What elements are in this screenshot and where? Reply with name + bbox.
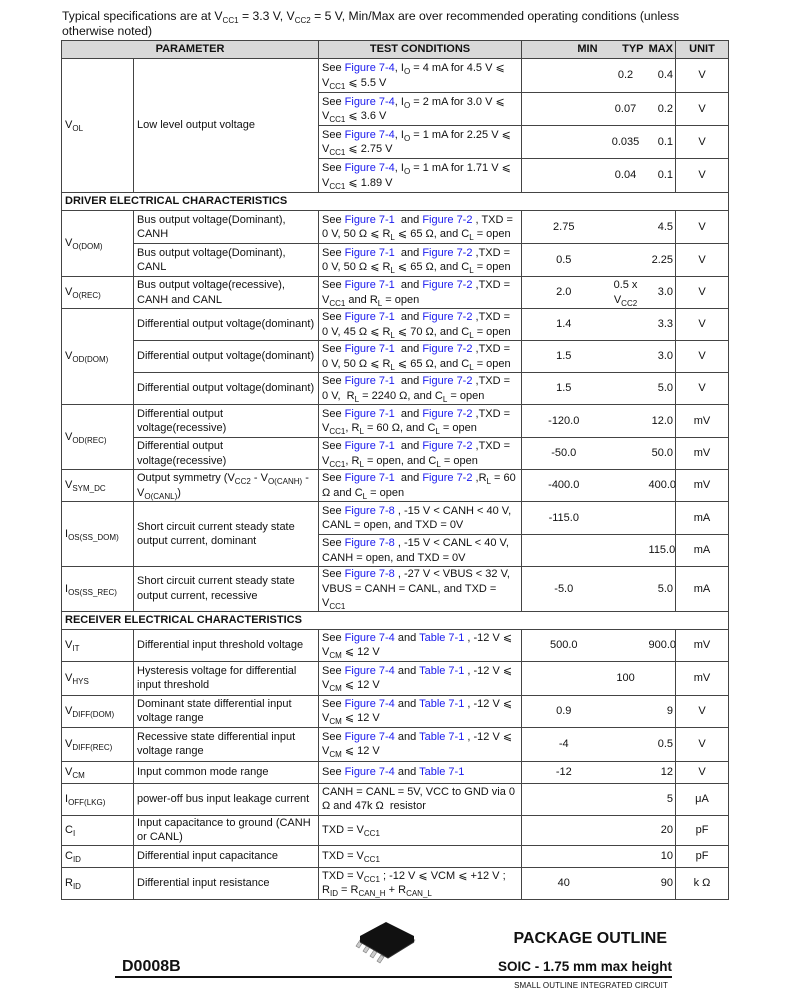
value-typ (606, 211, 646, 244)
package-subtitle: SOIC - 1.75 mm max height (497, 959, 672, 974)
value-unit: mV (676, 629, 729, 661)
value-typ (606, 341, 646, 373)
parameter-symbol: $I_{OS(SS\_REC)}$ (62, 567, 134, 612)
parameter-description: Differential output voltage(dominant) (134, 341, 319, 373)
test-conditions: See Figure 7-4, $I_O = 2$ mA for 3.0 V ⩽ $V_{CC1}$ ⩽ 3.6 V (319, 93, 522, 126)
value-unit: V (676, 277, 729, 309)
value-typ (606, 535, 646, 567)
parameter-symbol: $V_{DIFF(REC)}$ (62, 727, 134, 761)
cross-reference-link[interactable]: Figure 7-4 (344, 730, 395, 743)
header-test-conditions: TEST CONDITIONS (319, 41, 522, 59)
value-max: 12.0 (646, 405, 676, 438)
value-unit: k Ω (676, 867, 729, 899)
cross-reference-link[interactable]: Figure 7-2 (422, 343, 473, 355)
table-row (62, 244, 729, 277)
cross-reference-link[interactable]: Figure 7-2 (422, 407, 473, 420)
parameter-description: Short circuit current steady state output current, dominant (134, 502, 319, 567)
parameter-description: power-off bus input leakage current (134, 783, 319, 815)
parameter-description: Differential input threshold voltage (134, 629, 319, 661)
value-typ: 0.035 (606, 126, 646, 159)
value-typ: 0.2 (606, 59, 646, 93)
value-typ (606, 438, 646, 470)
cross-reference-link[interactable]: Figure 7-4 (344, 162, 395, 174)
value-typ: 100 (606, 661, 646, 695)
cross-reference-link[interactable]: Figure 7-4 (344, 697, 395, 710)
value-unit: V (676, 727, 729, 761)
parameter-symbol: $V_{O(REC)}$ (62, 277, 134, 309)
value-typ (606, 783, 646, 815)
value-min (522, 535, 606, 567)
cross-reference-link[interactable]: Figure 7-1 (344, 343, 395, 355)
section-title: DRIVER ELECTRICAL CHARACTERISTICS (62, 193, 729, 211)
cross-reference-link[interactable]: Figure 7-2 (422, 375, 473, 387)
test-conditions: See Figure 7-4 and Table 7-1 , -12 V ⩽ $V_{CM}$ ⩽ 12 V (319, 695, 522, 727)
value-unit: V (676, 373, 729, 405)
value-unit: V (676, 126, 729, 159)
parameter-description: Short circuit current steady state output current, recessive (134, 567, 319, 612)
value-typ (606, 695, 646, 727)
table-row (62, 341, 729, 373)
footer-divider (115, 976, 672, 978)
package-outline-title: PACKAGE OUTLINE (513, 930, 667, 947)
parameter-symbol: $C_{ID}$ (62, 845, 134, 867)
cross-reference-link[interactable]: Figure 7-4 (344, 664, 395, 677)
table-row (62, 211, 729, 244)
value-max: 90 (646, 867, 676, 899)
parameter-symbol: $V_{SYM\_DC}$ (62, 470, 134, 502)
parameter-symbol: $V_{HYS}$ (62, 661, 134, 695)
value-max: 115.0 (646, 535, 676, 567)
table-row (62, 309, 729, 341)
table-row (62, 405, 729, 438)
value-min: 2.0 (522, 277, 606, 309)
parameter-description: Input common mode range (134, 761, 319, 783)
value-min (522, 93, 606, 126)
cross-reference-link[interactable]: Figure 7-8 (344, 568, 395, 580)
table-row (62, 661, 729, 695)
value-typ: 0.5 x $V_{CC2}$ (606, 277, 646, 309)
soic-8-package-icon (352, 918, 422, 966)
test-conditions: See Figure 7-1 and Figure 7-2 ,TXD = 0 V, 50 Ω ⩽ $R_L$ ⩽ 65 Ω, and $C_L$ = open (319, 244, 522, 277)
value-max: 2.25 (646, 244, 676, 277)
parameter-description: Bus output voltage(Dominant), CANL (134, 244, 319, 277)
test-conditions: See Figure 7-4 and Table 7-1 , -12 V ⩽ $V_{CM}$ ⩽ 12 V (319, 629, 522, 661)
cross-reference-link[interactable]: Figure 7-1 (344, 213, 395, 226)
value-min: 0.5 (522, 244, 606, 277)
value-min: 500.0 (522, 629, 606, 661)
test-conditions: TXD = $V_{CC1}$ (319, 815, 522, 845)
value-typ: 0.04 (606, 159, 646, 193)
table-header-row (62, 41, 729, 59)
cross-reference-link[interactable]: Figure 7-1 (344, 375, 395, 387)
value-max: 4.5 (646, 211, 676, 244)
parameter-symbol: $R_{ID}$ (62, 867, 134, 899)
cross-reference-link[interactable]: Figure 7-1 (344, 440, 395, 452)
parameter-description: Differential input capacitance (134, 845, 319, 867)
value-min: 1.4 (522, 309, 606, 341)
value-max: 0.1 (646, 159, 676, 193)
parameter-description: Differential output voltage(dominant) (134, 309, 319, 341)
conditions-note: Typical specifications are at $V_{CC1} = 3.3$ V, $V_{CC2} = 5$ V, Min/Max are over recommended operating conditions (unless otherwise noted) (62, 9, 680, 38)
value-unit: V (676, 761, 729, 783)
value-unit: V (676, 309, 729, 341)
parameter-symbol: $I_{OFF(LKG)}$ (62, 783, 134, 815)
parameter-description: Dominant state differential input voltage range (134, 695, 319, 727)
cross-reference-link[interactable]: Figure 7-2 (422, 246, 473, 259)
value-unit: mV (676, 405, 729, 438)
cross-reference-link[interactable]: Figure 7-4 (344, 631, 395, 644)
value-max: 0.2 (646, 93, 676, 126)
table-row (62, 727, 729, 761)
value-typ (606, 405, 646, 438)
value-min (522, 59, 606, 93)
value-typ (606, 845, 646, 867)
value-unit: pF (676, 815, 729, 845)
cross-reference-link[interactable]: Figure 7-2 (422, 472, 473, 484)
cross-reference-link[interactable]: Table 7-1 (419, 664, 465, 677)
cross-reference-link[interactable]: Table 7-1 (419, 631, 465, 644)
header-max: MAX (646, 41, 676, 59)
value-max: 20 (646, 815, 676, 845)
value-min: 1.5 (522, 341, 606, 373)
value-max: 12 (646, 761, 676, 783)
cross-reference-link[interactable]: Figure 7-4 (344, 62, 395, 74)
value-min (522, 783, 606, 815)
test-conditions: See Figure 7-4 and Table 7-1 , -12 V ⩽ $V_{CM}$ ⩽ 12 V (319, 661, 522, 695)
parameter-symbol: $V_{O(DOM)}$ (62, 211, 134, 277)
value-min: 40 (522, 867, 606, 899)
parameter-description: Output symmetry $(V_{CC2} - V_{O(CANH)} - V_{O(CANL)})$ (134, 470, 319, 502)
value-typ (606, 502, 646, 535)
table-row (62, 695, 729, 727)
value-min: -4 (522, 727, 606, 761)
parameter-description: Bus output voltage(Dominant), CANH (134, 211, 319, 244)
cross-reference-link[interactable]: Figure 7-2 (422, 279, 473, 291)
value-typ (606, 761, 646, 783)
table-row (62, 761, 729, 783)
table-row (62, 783, 729, 815)
parameter-symbol: $V_{IT}$ (62, 629, 134, 661)
value-typ (606, 309, 646, 341)
parameter-description: Differential output voltage(recessive) (134, 405, 319, 438)
cross-reference-link[interactable]: Table 7-1 (419, 765, 465, 778)
parameter-symbol: $V_{CM}$ (62, 761, 134, 783)
value-max: 0.1 (646, 126, 676, 159)
header-min: MIN (522, 41, 606, 59)
value-typ (606, 373, 646, 405)
parameter-symbol: $V_{OD(DOM)}$ (62, 309, 134, 405)
value-typ (606, 815, 646, 845)
value-unit: μA (676, 783, 729, 815)
value-min: 0.9 (522, 695, 606, 727)
table-row (62, 815, 729, 845)
value-max: 10 (646, 845, 676, 867)
value-typ (606, 567, 646, 612)
value-typ: 0.07 (606, 93, 646, 126)
parameter-description: Differential input resistance (134, 867, 319, 899)
table-row (62, 502, 729, 535)
cross-reference-link[interactable]: Figure 7-1 (344, 279, 395, 291)
test-conditions: TXD = $V_{CC1}$ ; -12 V ⩽ VCM ⩽ +12 V ; $R_{ID} = R_{CAN\_H} + R_{CAN\_L}$ (319, 867, 522, 899)
package-code: D0008B (122, 958, 181, 975)
value-unit: V (676, 59, 729, 93)
value-unit: V (676, 211, 729, 244)
value-min: -50.0 (522, 438, 606, 470)
parameter-description: Low level output voltage (134, 59, 319, 193)
value-max: 3.0 (646, 341, 676, 373)
value-unit: V (676, 159, 729, 193)
value-min: 2.75 (522, 211, 606, 244)
table-row (62, 629, 729, 661)
cross-reference-link[interactable]: Figure 7-4 (344, 95, 395, 108)
value-typ (606, 629, 646, 661)
table-row (62, 277, 729, 309)
test-conditions: See Figure 7-1 and Figure 7-2 $,TXD = V_{CC1}$ and $R_L$ = open (319, 277, 522, 309)
value-unit: V (676, 244, 729, 277)
value-max: 5 (646, 783, 676, 815)
value-max (646, 502, 676, 535)
cross-reference-link[interactable]: Figure 7-8 (344, 504, 395, 517)
table-row (62, 470, 729, 502)
parameter-description: Recessive state differential input voltage range (134, 727, 319, 761)
table-row (62, 59, 729, 93)
section-header-row (62, 193, 729, 211)
value-min (522, 159, 606, 193)
table-row (62, 567, 729, 612)
parameter-description: Differential output voltage(dominant) (134, 373, 319, 405)
cross-reference-link[interactable]: Figure 7-2 (422, 440, 473, 452)
cross-reference-link[interactable]: Figure 7-4 (344, 128, 395, 141)
cross-reference-link[interactable]: Figure 7-1 (344, 246, 395, 259)
value-max: 900.0 (646, 629, 676, 661)
parameter-symbol: $V_{OD(REC)}$ (62, 405, 134, 470)
value-max: 50.0 (646, 438, 676, 470)
cross-reference-link[interactable]: Figure 7-8 (344, 537, 395, 549)
parameter-description: Differential output voltage(recessive) (134, 438, 319, 470)
value-min: -400.0 (522, 470, 606, 502)
value-unit: mV (676, 470, 729, 502)
header-unit: UNIT (676, 41, 729, 59)
test-conditions: See Figure 7-4, $I_O = 1$ mA for 2.25 V ⩽ $V_{CC1}$ ⩽ 2.75 V (319, 126, 522, 159)
test-conditions: See Figure 7-4 and Table 7-1 , -12 V ⩽ $V_{CM}$ ⩽ 12 V (319, 727, 522, 761)
test-conditions: TXD = $V_{CC1}$ (319, 845, 522, 867)
value-unit: V (676, 341, 729, 373)
value-max: 5.0 (646, 373, 676, 405)
value-typ (606, 470, 646, 502)
value-min: -115.0 (522, 502, 606, 535)
cross-reference-link[interactable]: Figure 7-1 (344, 472, 395, 484)
cross-reference-link[interactable]: Figure 7-2 (422, 213, 473, 226)
test-conditions: See Figure 7-1 and Figure 7-2 $,TXD = V_{CC1}$, $R_L = 60$ Ω, and $C_L$ = open (319, 405, 522, 438)
test-conditions: See Figure 7-8 , -15 V < CANH < 40 V, CANL = open, and TXD = 0V (319, 502, 522, 535)
table-row (62, 373, 729, 405)
cross-reference-link[interactable]: Figure 7-1 (344, 311, 395, 323)
cross-reference-link[interactable]: Figure 7-1 (344, 407, 395, 420)
parameter-symbol: $V_{OL}$ (62, 59, 134, 193)
cross-reference-link[interactable]: Figure 7-2 (422, 311, 473, 323)
table-row (62, 867, 729, 899)
value-unit: mA (676, 535, 729, 567)
test-conditions: See Figure 7-1 and Figure 7-2 ,TXD = 0 V, $R_L = 2240$ Ω, and $C_L$ = open (319, 373, 522, 405)
value-max: 5.0 (646, 567, 676, 612)
cross-reference-link[interactable]: Table 7-1 (419, 730, 465, 743)
value-unit: V (676, 93, 729, 126)
test-conditions: See Figure 7-1 and Figure 7-2 $,TXD = V_{CC1}$, $R_L$ = open, and $C_L$ = open (319, 438, 522, 470)
parameter-symbol: $C_I$ (62, 815, 134, 845)
test-conditions: See Figure 7-8 , -27 V < VBUS < 32 V, VBUS = CANH = CANL, and TXD = $V_{CC1}$ (319, 567, 522, 612)
cross-reference-link[interactable]: Table 7-1 (419, 697, 465, 710)
value-min: 1.5 (522, 373, 606, 405)
value-max: 3.0 (646, 277, 676, 309)
value-max: 0.4 (646, 59, 676, 93)
value-typ (606, 244, 646, 277)
value-min (522, 661, 606, 695)
electrical-characteristics-table (61, 40, 729, 900)
value-unit: mA (676, 502, 729, 535)
test-conditions: CANH = CANL = 5V, VCC to GND via 0 Ω and 47k Ω resistor (319, 783, 522, 815)
parameter-description: Input capacitance to ground (CANH or CANL) (134, 815, 319, 845)
header-parameter: PARAMETER (62, 41, 319, 59)
table-row (62, 845, 729, 867)
value-unit: pF (676, 845, 729, 867)
value-max: 400.0 (646, 470, 676, 502)
value-min: -12 (522, 761, 606, 783)
value-unit: mV (676, 661, 729, 695)
test-conditions: See Figure 7-4, $I_O = 1$ mA for 1.71 V ⩽ $V_{CC1}$ ⩽ 1.89 V (319, 159, 522, 193)
parameter-symbol: $I_{OS(SS\_DOM)}$ (62, 502, 134, 567)
header-typ: TYP (606, 41, 646, 59)
section-header-row (62, 611, 729, 629)
section-title: RECEIVER ELECTRICAL CHARACTERISTICS (62, 611, 729, 629)
value-typ (606, 867, 646, 899)
table-row (62, 438, 729, 470)
value-unit: mA (676, 567, 729, 612)
test-conditions: See Figure 7-1 and Figure 7-2 , TXD = 0 V, 50 Ω ⩽ $R_L$ ⩽ 65 Ω, and $C_L$ = open (319, 211, 522, 244)
value-min: -120.0 (522, 405, 606, 438)
test-conditions: See Figure 7-4, $I_O = 4$ mA for 4.5 V ⩽ $V_{CC1}$ ⩽ 5.5 V (319, 59, 522, 93)
value-min (522, 815, 606, 845)
test-conditions: See Figure 7-8 , -15 V < CANL < 40 V, CANH = open, and TXD = 0V (319, 535, 522, 567)
parameter-description: Hysteresis voltage for differential input threshold (134, 661, 319, 695)
value-max (646, 661, 676, 695)
parameter-symbol: $V_{DIFF(DOM)}$ (62, 695, 134, 727)
cross-reference-link[interactable]: Figure 7-4 (344, 765, 395, 778)
test-conditions: See Figure 7-1 and Figure 7-2 ,TXD = 0 V, 45 Ω ⩽ $R_L$ ⩽ 70 Ω, and $C_L$ = open (319, 309, 522, 341)
parameter-description: Bus output voltage(recessive), CANH and CANL (134, 277, 319, 309)
value-unit: V (676, 695, 729, 727)
value-unit: mV (676, 438, 729, 470)
test-conditions: See Figure 7-1 and Figure 7-2 ,TXD = 0 V, 50 Ω ⩽ $R_L$ ⩽ 65 Ω, and $C_L$ = open (319, 341, 522, 373)
value-min (522, 126, 606, 159)
value-min: -5.0 (522, 567, 606, 612)
package-description: SMALL OUTLINE INTEGRATED CIRCUIT (514, 981, 668, 990)
value-max: 9 (646, 695, 676, 727)
value-max: 3.3 (646, 309, 676, 341)
value-max: 0.5 (646, 727, 676, 761)
value-typ (606, 727, 646, 761)
value-min (522, 845, 606, 867)
test-conditions: See Figure 7-1 and Figure 7-2 $,R_L = 60$ Ω and $C_L$ = open (319, 470, 522, 502)
test-conditions: See Figure 7-4 and Table 7-1 (319, 761, 522, 783)
